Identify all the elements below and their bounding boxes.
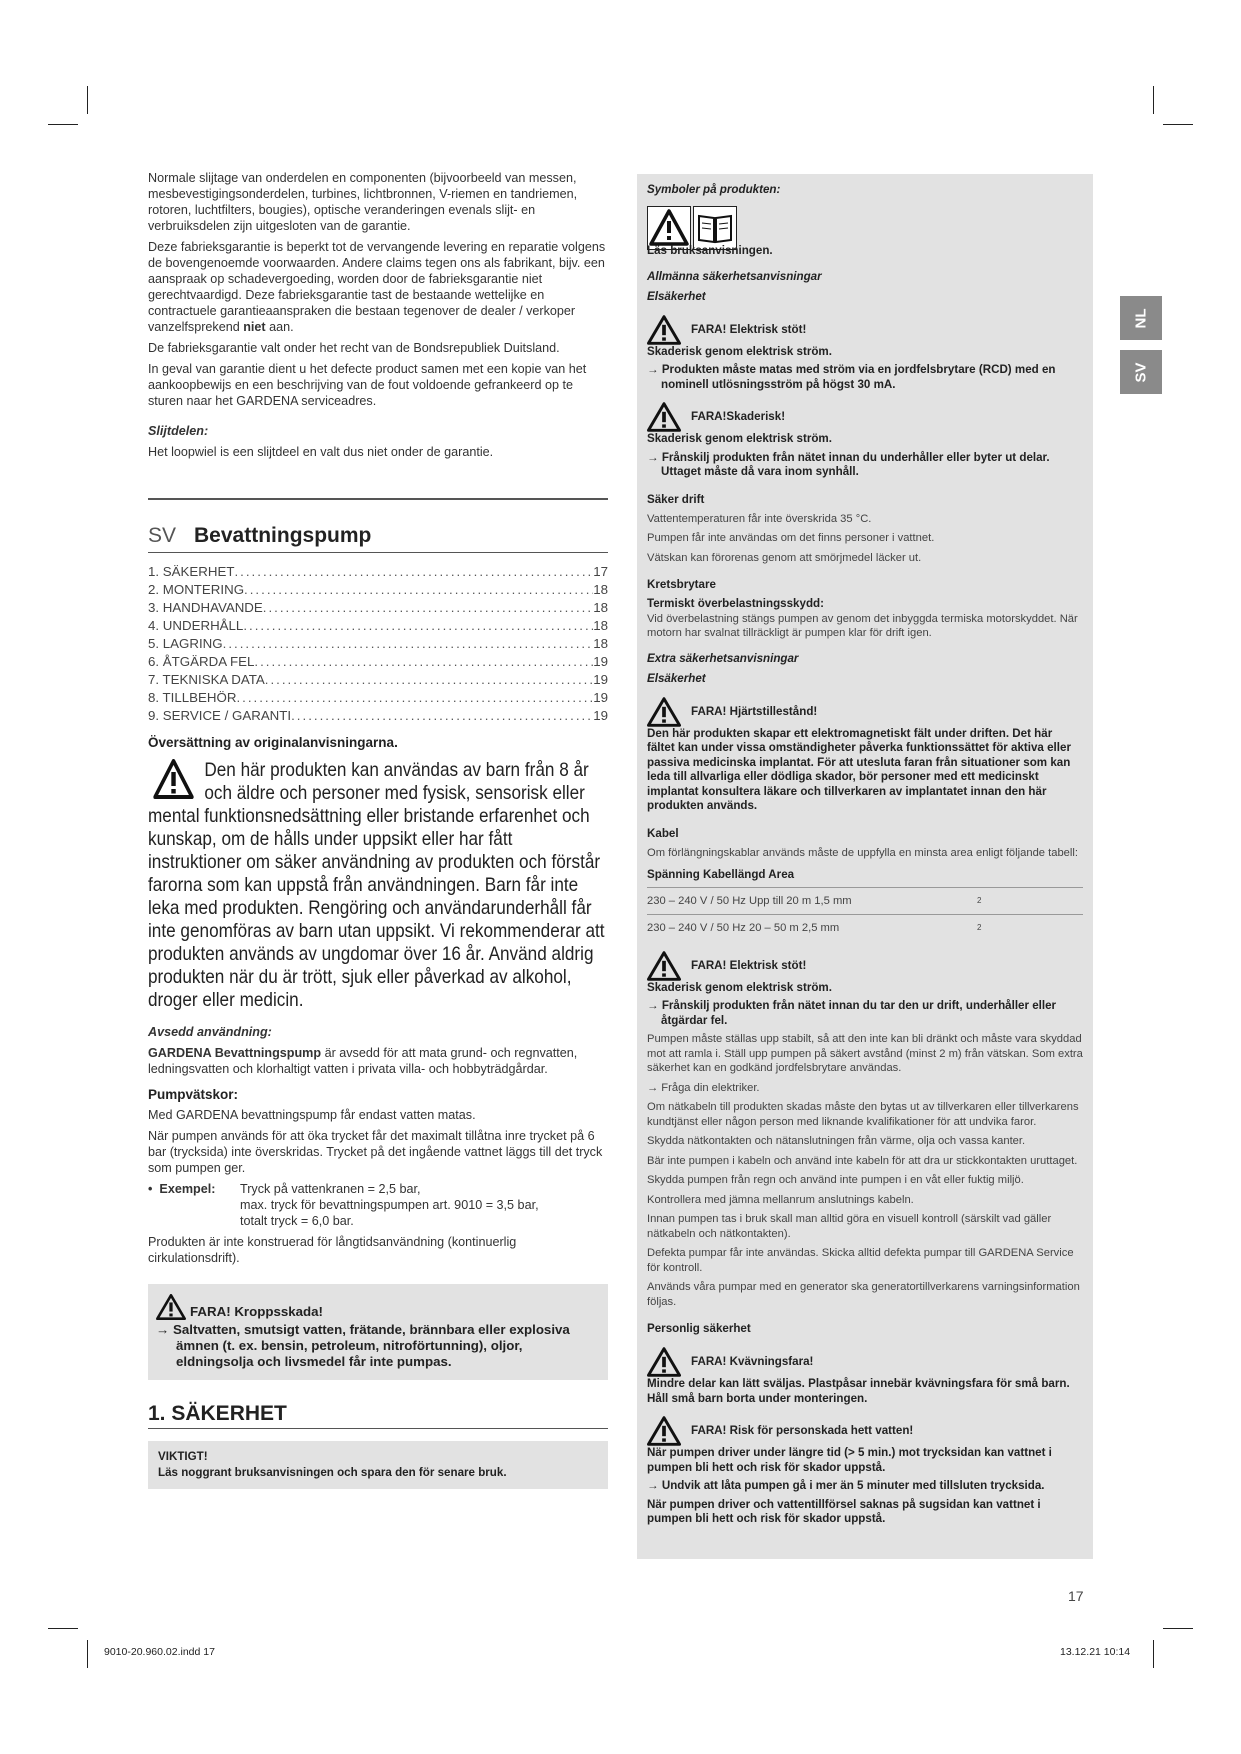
danger-cardiac-arrest: FARA! Hjärtstillestånd!	[647, 697, 1083, 727]
electrical-safety-title: Elsäkerhet	[647, 671, 706, 685]
warranty-paragraph: Deze fabrieksgarantie is beperkt tot de vervangende levering en reparatie volgens de bovengenoemde voorwaarden. Andere claims tegen ons als fabrikant, bijv. een aanspraak op schadevergoeding, worden door de fabrieksgarantie niet gerechtvaardigd. Deze fabrieksgarantie tast de bestaande wettelijke en contractuele garantieaanspraken die bestaan tegenover de dealer / verkoper vanzelfsprekend niet aan.	[148, 240, 606, 334]
safety-text: Bär inte pumpen i kabeln och använd inte kabeln för att dra ur stickkontakten uruttaget.	[647, 1154, 1078, 1167]
translation-note: Översättning av originalanvisningarna.	[148, 735, 398, 750]
wear-parts-title: Slijtdelen:	[148, 424, 209, 438]
extra-safety-title: Extra säkerhetsanvisningar	[647, 651, 799, 665]
thermal-text: Vid överbelastning stängs pumpen av genom det inbyggda termiska motorskyddet. När motorn har svalnat tillräckligt är pumpen klar för drift igen.	[647, 612, 1078, 639]
children-warning: Den här produkten kan användas av barn från 8 år och äldre och personer med fysisk, sensorisk eller mental funktionsnedsättning eller bristande erfarenhet och kunskap, om de hålls under uppsikt eller har fått instruktioner om säker användning av produkten och förstår farorna som kan uppstå från användningen. Barn får inte leka med produkten. Rengöring och användarunderhåll får inte genomföras av barn utan uppsikt. Vi rekommenderar att produkten används av ungdomar över 16 år. Använd aldrig produkten när du är trött, sjuk eller påverkad av alkohol, droger eller medicin.	[148, 759, 605, 1011]
electrical-safety-title: Elsäkerhet	[647, 289, 706, 303]
warning-triangle-icon	[647, 951, 681, 981]
warning-text: Den här produkten skapar ett elektromagnetiskt fält under driften. Det här fältet kan under vissa omständigheter påverka funktionssättet för aktiva eller passiva medicinska implantat. För att utesluta faran från situationer som kan leda till allvarliga eller dödliga skador, bör personer med ett medicinskt implantat konsultera läkare och tillverkaren av implantatet innan den här produkten används.	[647, 726, 1071, 812]
thermal-title: Termiskt överbelastningsskydd:	[647, 597, 824, 610]
breaker-title: Kretsbrytare	[647, 578, 716, 591]
danger-box: FARA! Kroppsskada! → Saltvatten, smutsigt vatten, frätande, brännbara eller explosiva ämnen (t. ex. bensin, petroleum, nitroförtunning), oljor, eldningsolja och livsmedel får inte pumpas.	[148, 1284, 608, 1380]
safety-text: → Fråga din elektriker.	[647, 1081, 1083, 1096]
page-number: 17	[1068, 1588, 1084, 1604]
table-row: 230 – 240 V / 50 Hz 20 – 50 m 2,5 mm 2	[647, 914, 1083, 941]
toc-entry[interactable]: 9. SERVICE / GARANTI ..... 19	[148, 707, 608, 725]
toc-entry[interactable]: 1. SÄKERHET ..... 17	[148, 563, 608, 581]
warning-triangle-icon	[647, 697, 681, 727]
cable-title: Kabel	[647, 826, 679, 840]
crop-mark	[87, 86, 88, 114]
toc-entry[interactable]: 4. UNDERHÅLL ..... 18	[148, 617, 608, 635]
safety-text: Om nätkabeln till produkten skadas måste den bytas ut av tillverkaren eller tillverkarens kundtjänst eller någon person med liknande kvalifikationer för att undvika faror.	[647, 1101, 1079, 1128]
important-box: VIKTIGT! Läs noggrant bruksanvisningen och spara den för senare bruk.	[148, 1441, 608, 1489]
warning-instruction: → Produkten måste matas med ström via en jordfelsbrytare (RCD) med en nominell utlösningsström på högst 30 mA.	[647, 363, 1083, 392]
warning-text: När pumpen driver och vattentillförsel saknas på sugsidan kan vattnet i pumpen bli hett och risk för skador uppstå.	[647, 1497, 1041, 1525]
product-title: Bevattningspump	[194, 524, 372, 547]
warning-text: När pumpen driver under längre tid (> 5 min.) mot trycksidan kan vattnet i pumpen bli hett och risk för skador uppstå.	[647, 1446, 1052, 1474]
footer-file: 9010-20.960.02.indd 17	[104, 1646, 215, 1658]
pump-fluids-text: Produkten är inte konstruerad för långtidsanvändning (kontinuerlig cirkulationsdrift).	[148, 1235, 517, 1265]
safety-text: Skydda nätkontakten och nätanslutningen från värme, olja och vassa kanter.	[647, 1135, 1026, 1147]
crop-mark	[1153, 86, 1154, 114]
table-row: 230 – 240 V / 50 Hz Upp till 20 m 1,5 mm 2	[647, 887, 1083, 914]
crop-mark	[87, 1640, 88, 1668]
warning-triangle-icon	[647, 402, 681, 432]
crop-mark	[48, 1628, 78, 1629]
warranty-paragraph: Normale slijtage van onderdelen en componenten (bijvoorbeeld van messen, mesbevestigingsonderdelen, turbines, lichtbronnen, V-riemen en tandriemen, rotoren, luchtfilters, bougies), optische veranderingen evenals slijt- en verbruiksdelen zijn uitgesloten van de garantie.	[148, 171, 578, 233]
danger-suffocation: FARA! Kvävningsfara!	[647, 1347, 1083, 1377]
safety-text: Skydda pumpen från regn och använd inte pumpen i en våt eller fuktig miljö.	[647, 1174, 1024, 1186]
symbols-title: Symboler på produkten:	[647, 183, 781, 196]
safe-operation-text: Vätskan kan förorenas genom att smörjmedel läcker ut.	[647, 551, 922, 564]
warning-instruction: → Undvik att låta pumpen gå i mer än 5 minuter med tillsluten trycksida.	[647, 1479, 1083, 1494]
toc-entry[interactable]: 7. TEKNISKA DATA ..... 19	[148, 671, 608, 689]
warranty-paragraph: De fabrieksgarantie valt onder het recht van de Bondsrepubliek Duitsland.	[148, 341, 560, 355]
read-manual-text: Läs bruksanvisningen.	[647, 244, 773, 257]
safety-text: Pumpen måste ställas upp stabilt, så att den inte kan bli dränkt och måste vara skyddad mot att ramla i. Ställ upp pumpen på säkert avstånd (minst 2 m) från vätskan. Som extra säkerhet kan en godkänd jordfelsbrytare användas.	[647, 1033, 1083, 1074]
language-code: SV	[148, 524, 177, 547]
warning-triangle-icon	[647, 315, 681, 345]
warning-instruction: → Frånskilj produkten från nätet innan du tar den ur drift, underhåller eller åtgärdar fel.	[647, 999, 1083, 1028]
language-tab-sv[interactable]: SV	[1120, 350, 1162, 394]
language-tab-nl[interactable]: NL	[1120, 296, 1162, 340]
toc-entry[interactable]: 5. LAGRING ..... 18	[148, 635, 608, 653]
warning-subtitle: Skaderisk genom elektrisk ström.	[647, 980, 832, 994]
danger-hot-water: FARA! Risk för personskada hett vatten!	[647, 1416, 1083, 1446]
left-column	[148, 170, 608, 1489]
crop-mark	[1163, 1628, 1193, 1629]
crop-mark	[1163, 124, 1193, 125]
cable-table	[647, 887, 1083, 941]
pressure-example: • Exempel: Tryck på vattenkranen = 2,5 bar, max. tryck för bevattningspumpen art. 9010 = 3,5 bar, totalt tryck = 6,0 bar.	[148, 1182, 539, 1228]
crop-mark	[48, 124, 78, 125]
danger-electric-shock: FARA! Elektrisk stöt!	[647, 951, 1083, 981]
personal-safety-title: Personlig säkerhet	[647, 1322, 751, 1335]
section-title: 1. SÄKERHET	[148, 1406, 608, 1429]
safety-text: Kontrollera med jämna mellanrum anslutnings kabeln.	[647, 1193, 914, 1206]
toc-entry[interactable]: 3. HANDHAVANDE ..... 18	[148, 599, 608, 617]
warranty-paragraph: In geval van garantie dient u het defecte product samen met een kopie van het aankoopbewijs en een beschrijving van de fout voldoende gefrankeerd op te sturen naar het GARDENA serviceadres.	[148, 362, 587, 408]
warning-subtitle: Skaderisk genom elektrisk ström.	[647, 344, 832, 358]
toc-entry[interactable]: 8. TILLBEHÖR ..... 19	[148, 689, 608, 707]
safety-text: Används våra pumpar med en generator ska generatortillverkarens varningsinformation följas.	[647, 1281, 1080, 1308]
right-column	[637, 174, 1093, 1559]
wear-parts-text: Het loopwiel is een slijtdeel en valt dus niet onder de garantie.	[148, 445, 494, 459]
warning-triangle-icon	[153, 759, 193, 799]
toc-entry[interactable]: 6. ÅTGÄRDA FEL ..... 19	[148, 653, 608, 671]
warning-subtitle: Skaderisk genom elektrisk ström.	[647, 432, 832, 445]
table-header: Spänning Kabellängd Area	[647, 868, 795, 881]
warning-triangle-icon	[156, 1294, 186, 1320]
safety-text: Defekta pumpar får inte användas. Skicka alltid defekta pumpar till GARDENA Service för kontroll.	[647, 1247, 1074, 1274]
language-header	[148, 524, 608, 553]
pump-fluids-text: Med GARDENA bevattningspump får endast vatten matas.	[148, 1108, 476, 1122]
safe-operation-text: Pumpen får inte användas om det finns personer i vattnet.	[647, 532, 935, 544]
section-divider	[148, 498, 608, 500]
safety-text: Innan pumpen tas i bruk skall man alltid göra en visuell kontroll (särskilt vad gäller nätkabeln och nätkontakten).	[647, 1213, 1052, 1240]
warning-triangle-icon	[647, 1347, 681, 1377]
general-safety-title: Allmänna säkerhetsanvisningar	[647, 269, 822, 283]
warning-text: Mindre delar kan lätt sväljas. Plastpåsar innebär kvävningsfara för små barn. Håll små barn borta under monteringen.	[647, 1377, 1070, 1405]
danger-injury-risk: FARA!Skaderisk!	[647, 402, 1083, 432]
warning-triangle-icon	[647, 1416, 681, 1446]
cable-text: Om förlängningskablar används måste de uppfylla en minsta area enligt följande tabell:	[647, 846, 1078, 859]
safe-operation-title: Säker drift	[647, 492, 705, 506]
pump-fluids-text: När pumpen används för att öka trycket får det maximalt tillåtna inre trycket på 6 bar (trycksida) inte överskridas. Trycket på det ingående vattnet läggs till det tryck som pumpen ger.	[148, 1129, 603, 1175]
footer-date: 13.12.21 10:14	[1060, 1646, 1131, 1658]
warning-instruction: → Frånskilj produkten från nätet innan du underhåller eller byter ut delar. Uttaget måste då vara inom synhåll.	[647, 451, 1083, 480]
toc-entry[interactable]: 2. MONTERING ..... 18	[148, 581, 608, 599]
pump-fluids-title: Pumpvätskor:	[148, 1087, 239, 1102]
safe-operation-text: Vattentemperaturen får inte överskrida 35 °C.	[647, 512, 872, 525]
table-of-contents	[148, 563, 608, 725]
intended-use-title: Avsedd användning:	[148, 1025, 272, 1039]
crop-mark	[1153, 1640, 1154, 1668]
danger-electric-shock: FARA! Elektrisk stöt!	[647, 315, 1083, 345]
intended-use-text: GARDENA Bevattningspump är avsedd för att mata grund- och regnvatten, ledningsvatten och klorhaltigt vatten i privata villa- och hobbyträdgårdar.	[148, 1046, 578, 1076]
